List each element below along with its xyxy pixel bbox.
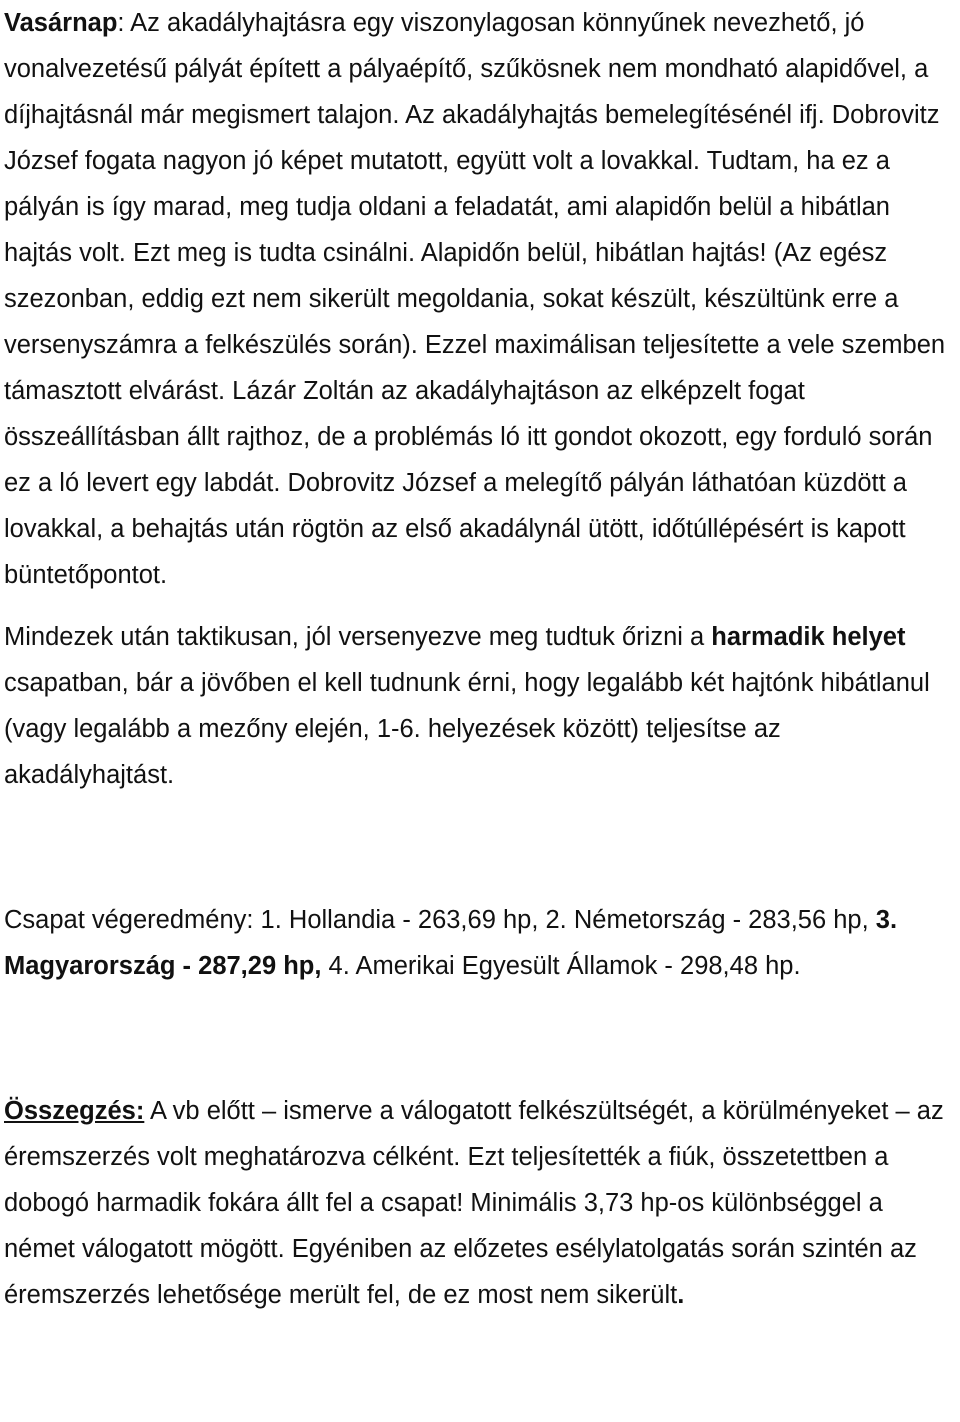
sunday-text: : Az akadályhajtásra egy viszonylagosan könnyűnek nevezhető, jó vonalvezetésű pályát épített a pályaépítő, szűkösnek nem mondható alapidővel, a díjhajtásnál már megismert talajon. Az akadályhajtás bemelegítésénél ifj. Dobrovitz József fogata nagyon jó képet mutatott, együtt volt a lovakkal. Tudtam, ha ez a pályán is így marad, meg tudja oldani a feladatát, ami alapidőn belül a hibátlan hajtás volt. Ezt meg is tudta csinálni. Alapidőn belül, hibátlan hajtás! (Az egész szezonban, eddig ezt nem sikerült megoldania, sokat készült, készültünk erre a versenyszámra a felkészülés során). Ezzel maximálisan teljesítette a vele szemben támasztott elvárást. Lázár Zoltán az akadályhajtáson az elképzelt fogat összeállításban állt rajthoz, de a problémás ló itt gondot okozott, egy forduló során ez a ló levert egy labdát. Dobrovitz József a melegítő pályán láthatóan küzdött a lovakkal, a behajtás után rögtön az első akadálynál ütött, időtúllépésért is kapott büntetőpontot.: [4, 9, 946, 589]
paragraph-tactics: [4, 614, 956, 798]
paragraph-team-results: [4, 897, 956, 989]
summary-text: A vb előtt – ismerve a válogatott felkészültségét, a körülményeket – az éremszerzés volt meghatározva célként. Ezt teljesítették a fiúk, összetettben a dobogó harmadik fokára állt fel a csapat! Minimális 3,73 hp-os különbséggel a német válogatott mögött. Egyéniben az előzetes esélylatolgatás során szintén az éremszerzés lehetősége merült fel, de ez most nem sikerült: [4, 1097, 944, 1309]
tactics-text-after: csapatban, bár a jövőben el kell tudnunk érni, hogy legalább két hajtónk hibátlanul (vagy legalább a mezőny elején, 1-6. helyezések között) teljesítse az akadályhajtást.: [4, 669, 930, 789]
tactics-text-before: Mindezek után taktikusan, jól versenyezve meg tudtuk őrizni a: [4, 623, 712, 651]
paragraph-summary: [4, 1088, 956, 1318]
paragraph-sunday: [4, 0, 956, 598]
summary-label: Összegzés:: [4, 1097, 145, 1125]
results-text-before: Csapat végeredmény: 1. Hollandia - 263,69 hp, 2. Németország - 283,56 hp,: [4, 906, 876, 934]
hungary-result-highlight: 3. Magyarország - 287,29 hp,: [4, 906, 898, 980]
sunday-label: Vasárnap: [4, 9, 118, 37]
summary-end: .: [677, 1281, 685, 1309]
results-text-after: 4. Amerikai Egyesült Államok - 298,48 hp.: [321, 952, 801, 980]
third-place-highlight: harmadik helyet: [711, 623, 906, 651]
